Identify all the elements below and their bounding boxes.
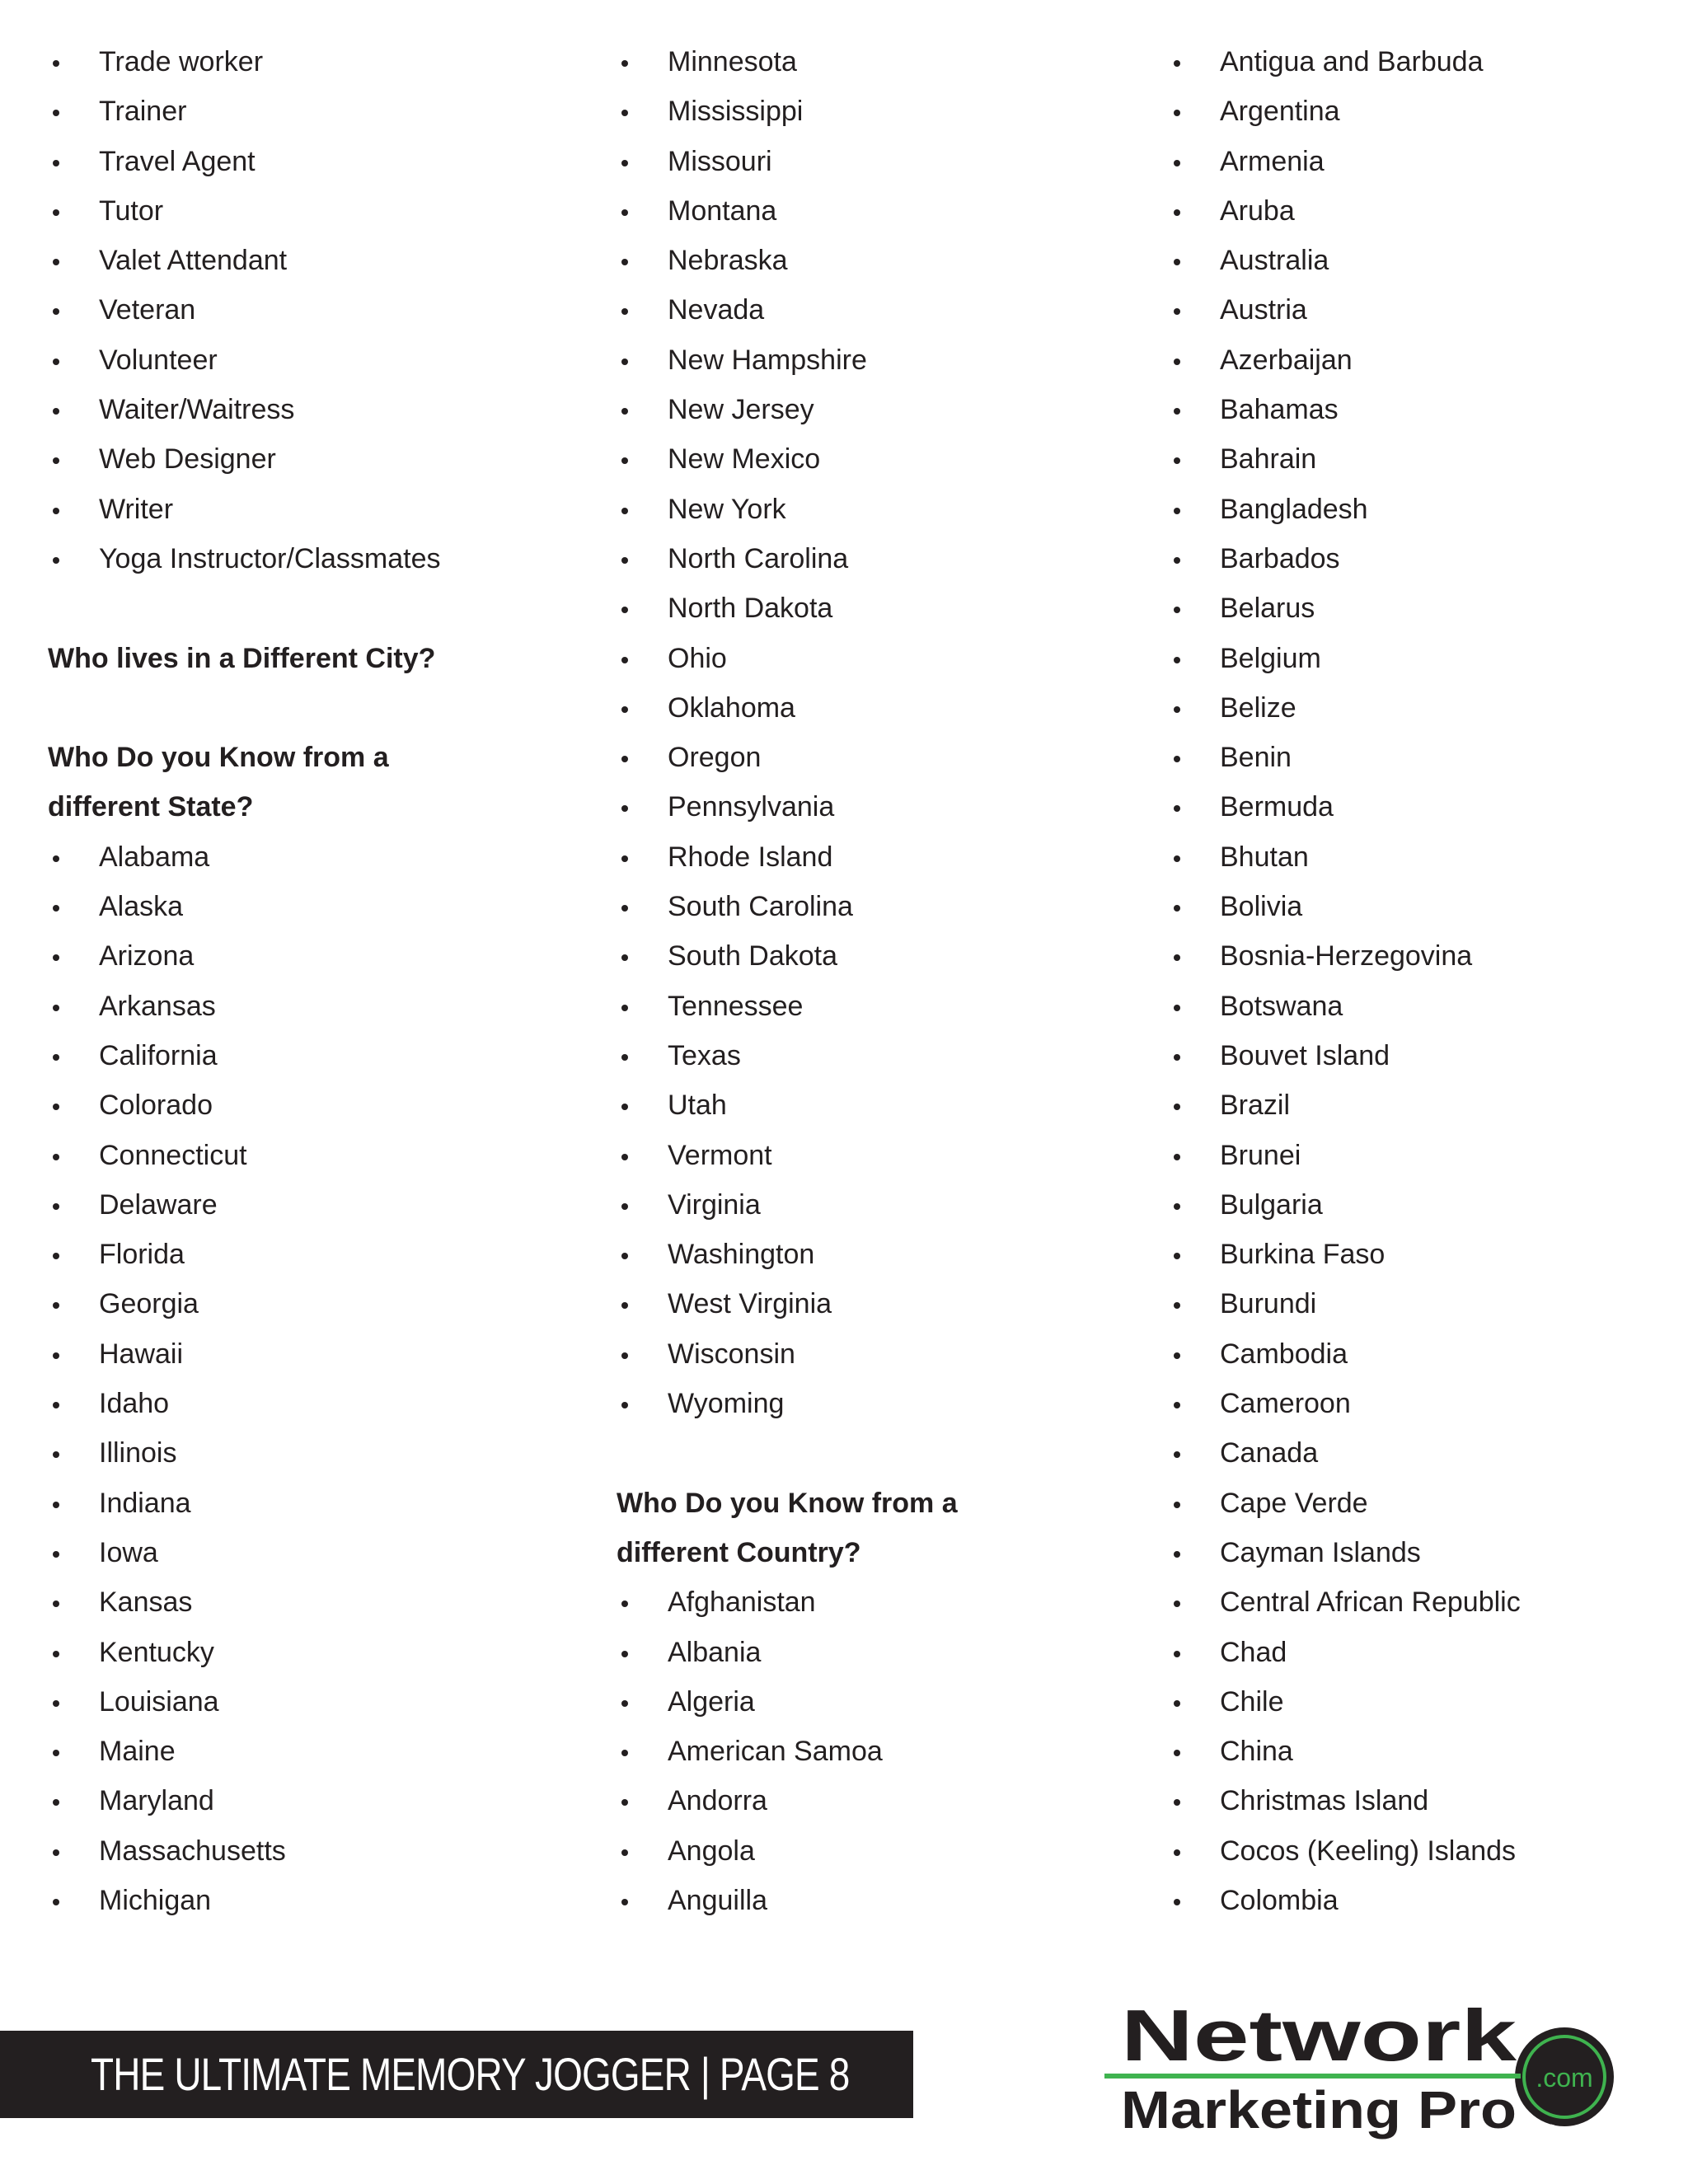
list-item: Wyoming (617, 1379, 1128, 1428)
occupations-list (48, 37, 575, 583)
list-item: Web Designer (48, 434, 575, 484)
logo-network-text: Network (1121, 1994, 1518, 2076)
footer-bar (0, 2031, 913, 2118)
list-item: Afghanistan (617, 1577, 1128, 1627)
list-item: Maine (48, 1727, 575, 1776)
spacer (48, 683, 575, 733)
list-item: Chad (1169, 1628, 1680, 1677)
list-item: Bahrain (1169, 434, 1680, 484)
list-item: Armenia (1169, 137, 1680, 186)
list-item: Waiter/Waitress (48, 385, 575, 434)
list-item: Missouri (617, 137, 1128, 186)
network-marketing-pro-logo (1104, 1994, 1648, 2159)
list-item: Volunteer (48, 335, 575, 385)
column-3 (1169, 37, 1680, 1925)
list-item: Benin (1169, 733, 1680, 782)
states-list-b (617, 37, 1128, 1428)
list-item: Cape Verde (1169, 1479, 1680, 1528)
list-item: Kentucky (48, 1628, 575, 1677)
list-item: Yoga Instructor/Classmates (48, 534, 575, 583)
list-item: Veteran (48, 285, 575, 335)
list-item: South Carolina (617, 882, 1128, 931)
list-item: Idaho (48, 1379, 575, 1428)
list-item: Central African Republic (1169, 1577, 1680, 1627)
list-item: South Dakota (617, 931, 1128, 981)
list-item: Iowa (48, 1528, 575, 1577)
list-item: Vermont (617, 1131, 1128, 1180)
list-item: China (1169, 1727, 1680, 1776)
list-item: Writer (48, 485, 575, 534)
list-item: Canada (1169, 1428, 1680, 1478)
list-item: Barbados (1169, 534, 1680, 583)
list-item: Nebraska (617, 236, 1128, 285)
list-item: Belgium (1169, 634, 1680, 683)
list-item: Andorra (617, 1776, 1128, 1825)
list-item: Albania (617, 1628, 1128, 1677)
column-1 (48, 37, 575, 1925)
list-item: Burundi (1169, 1279, 1680, 1329)
list-item: Trade worker (48, 37, 575, 87)
list-item: Michigan (48, 1876, 575, 1925)
list-item: Cocos (Keeling) Islands (1169, 1826, 1680, 1876)
list-item: Bolivia (1169, 882, 1680, 931)
list-item: Bhutan (1169, 832, 1680, 882)
list-item: New Mexico (617, 434, 1128, 484)
column-2 (617, 37, 1128, 1925)
list-item: Belarus (1169, 583, 1680, 633)
list-item: Tutor (48, 186, 575, 236)
list-item: Oregon (617, 733, 1128, 782)
list-item: Hawaii (48, 1329, 575, 1379)
list-item: Tennessee (617, 982, 1128, 1031)
list-item: New Jersey (617, 385, 1128, 434)
list-item: Chile (1169, 1677, 1680, 1727)
list-item: Australia (1169, 236, 1680, 285)
list-item: Connecticut (48, 1131, 575, 1180)
list-item: Brazil (1169, 1080, 1680, 1130)
list-item: Colorado (48, 1080, 575, 1130)
list-item: Kansas (48, 1577, 575, 1627)
list-item: Montana (617, 186, 1128, 236)
list-item: North Carolina (617, 534, 1128, 583)
list-item: Pennsylvania (617, 782, 1128, 832)
list-item: Alaska (48, 882, 575, 931)
list-item: Minnesota (617, 37, 1128, 87)
list-item: Travel Agent (48, 137, 575, 186)
heading-different-country-line1: Who Do you Know from a (617, 1487, 958, 1519)
list-item: Delaware (48, 1180, 575, 1230)
list-item: Aruba (1169, 186, 1680, 236)
list-item: Rhode Island (617, 832, 1128, 882)
list-item: Cameroon (1169, 1379, 1680, 1428)
list-item: Cambodia (1169, 1329, 1680, 1379)
list-item: Bosnia-Herzegovina (1169, 931, 1680, 981)
list-item: Alabama (48, 832, 575, 882)
list-item: Algeria (617, 1677, 1128, 1727)
list-item: Belize (1169, 683, 1680, 733)
list-item: Azerbaijan (1169, 335, 1680, 385)
spacer (48, 583, 575, 633)
list-item: Illinois (48, 1428, 575, 1478)
list-item: Ohio (617, 634, 1128, 683)
list-item: Bangladesh (1169, 485, 1680, 534)
list-item: Mississippi (617, 87, 1128, 136)
spacer (617, 1428, 1128, 1478)
list-item: Argentina (1169, 87, 1680, 136)
states-list-a (48, 832, 575, 1926)
list-item: Austria (1169, 285, 1680, 335)
list-item: Angola (617, 1826, 1128, 1876)
heading-different-state-line1: Who Do you Know from a (48, 742, 389, 774)
list-item: Bouvet Island (1169, 1031, 1680, 1080)
list-item: Arizona (48, 931, 575, 981)
list-item: West Virginia (617, 1279, 1128, 1329)
footer-title: THE ULTIMATE MEMORY JOGGER | PAGE 8 (91, 2048, 850, 2100)
list-item: New Hampshire (617, 335, 1128, 385)
list-item: California (48, 1031, 575, 1080)
list-item: Texas (617, 1031, 1128, 1080)
list-item: Wisconsin (617, 1329, 1128, 1379)
countries-list-b (1169, 37, 1680, 1925)
list-item: Georgia (48, 1279, 575, 1329)
countries-list-a (617, 1577, 1128, 1925)
list-item: Bulgaria (1169, 1180, 1680, 1230)
list-item: Maryland (48, 1776, 575, 1825)
list-item: Oklahoma (617, 683, 1128, 733)
list-item: Cayman Islands (1169, 1528, 1680, 1577)
heading-different-city: Who lives in a Different City? (48, 642, 436, 674)
list-item: Florida (48, 1230, 575, 1279)
list-item: Arkansas (48, 982, 575, 1031)
list-item: Botswana (1169, 982, 1680, 1031)
list-item: Indiana (48, 1479, 575, 1528)
logo-marketing-pro-text: Marketing Pro (1121, 2080, 1517, 2139)
list-item: Utah (617, 1080, 1128, 1130)
list-item: Bermuda (1169, 782, 1680, 832)
list-item: Colombia (1169, 1876, 1680, 1925)
list-item: Massachusetts (48, 1826, 575, 1876)
logo-domain-text: .com (1536, 2063, 1593, 2093)
list-item: Christmas Island (1169, 1776, 1680, 1825)
heading-different-country-line2: different Country? (617, 1536, 861, 1568)
list-item: Valet Attendant (48, 236, 575, 285)
list-item: New York (617, 485, 1128, 534)
list-item: Burkina Faso (1169, 1230, 1680, 1279)
list-item: Louisiana (48, 1677, 575, 1727)
list-item: Virginia (617, 1180, 1128, 1230)
list-item: Washington (617, 1230, 1128, 1279)
list-item: Trainer (48, 87, 575, 136)
list-item: Nevada (617, 285, 1128, 335)
list-item: Antigua and Barbuda (1169, 37, 1680, 87)
list-item: Brunei (1169, 1131, 1680, 1180)
list-item: American Samoa (617, 1727, 1128, 1776)
list-item: North Dakota (617, 583, 1128, 633)
list-item: Anguilla (617, 1876, 1128, 1925)
heading-different-state-line2: different State? (48, 791, 254, 823)
list-item: Bahamas (1169, 385, 1680, 434)
